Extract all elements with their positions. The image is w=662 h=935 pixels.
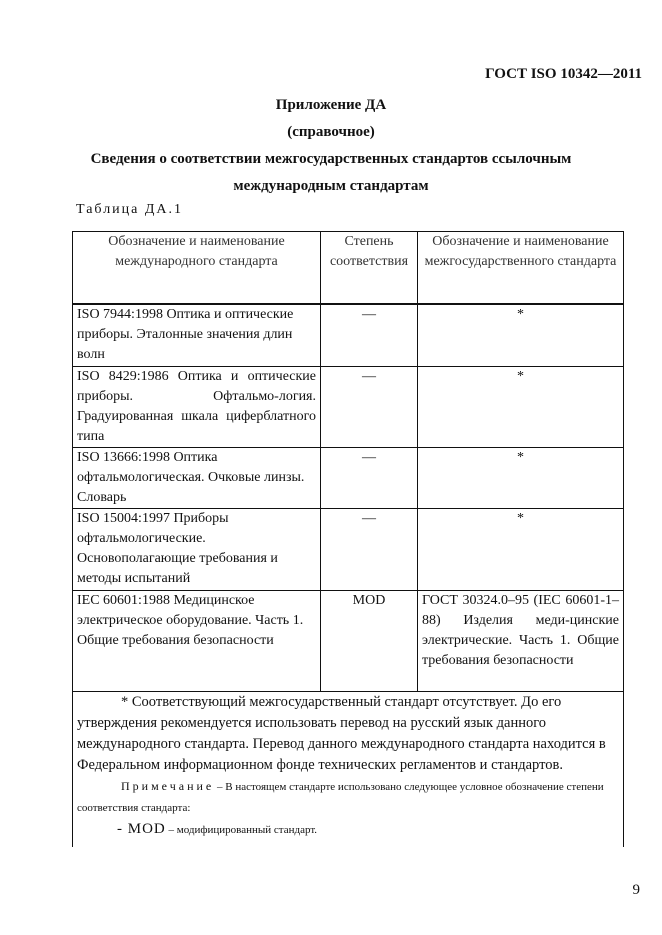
intl-standard-cell: ISO 15004:1997 Приборы офтальмологические. Основополагающие требования и методы испытаний (73, 509, 321, 591)
note-item-code: - MOD (117, 821, 166, 837)
note-label: Примечание (121, 779, 215, 793)
note-text: – В настоящем стандарте использовано следующее условное обозначение степени соответствия стандарта: (77, 781, 604, 814)
note (77, 776, 619, 819)
table-row (73, 448, 624, 509)
degree-cell: MOD (321, 591, 418, 692)
column-header: Степень соответствия (321, 232, 418, 304)
degree-cell: — (321, 367, 418, 448)
table-row (73, 304, 624, 367)
correspondence-table (72, 231, 624, 847)
table-notes-row (73, 692, 624, 848)
interstate-cell: * (418, 509, 624, 591)
table-label: Таблица ДА.1 (76, 202, 184, 217)
appendix-title: Приложение ДА (275, 97, 387, 113)
appendix-kind: (справочное) (287, 124, 375, 140)
appendix-heading-line1: Сведения о соответствии межгосударственных стандартов ссылочным (90, 151, 572, 167)
interstate-cell: ГОСТ 30324.0–95 (IEC 60601-1–88) Изделия меди-цинские электрические. Часть 1. Общие требования безопасности (418, 591, 624, 692)
column-header: Обозначение и наименование межгосударственного стандарта (418, 232, 624, 304)
note-item-text: – модифицированный стандарт. (165, 824, 318, 836)
interstate-cell: * (418, 448, 624, 509)
intl-standard-cell: ISO 13666:1998 Оптика офтальмологическая. Очковые линзы. Словарь (73, 448, 321, 509)
note-item (77, 819, 619, 841)
column-header: Обозначение и наименование международного стандарта (73, 232, 321, 304)
document-id: ГОСТ ISO 10342—2011 (485, 66, 642, 82)
interstate-cell: * (418, 304, 624, 367)
degree-cell: — (321, 509, 418, 591)
table-header-row (73, 232, 624, 304)
intl-standard-cell: ISO 8429:1986 Оптика и оптические приборы. Офтальмо-логия. Градуированная шкала циферблатного типа (73, 367, 321, 448)
intl-standard-cell: ISO 7944:1998 Оптика и оптические приборы. Эталонные значения длин волн (73, 304, 321, 367)
interstate-cell: * (418, 367, 624, 448)
intl-standard-cell: IEC 60601:1988 Медицинское электрическое оборудование. Часть 1. Общие требования безопасности (73, 591, 321, 692)
table-row (73, 591, 624, 692)
table-row (73, 367, 624, 448)
footnote: * Соответствующий межгосударственный стандарт отсутствует. До его утверждения рекомендуется использовать перевод на русский язык данного международного стандарта. Перевод данного международного стандарта находится в Федеральном информационном фонде технических регламентов и стандартов. (77, 694, 606, 773)
appendix-heading-line2: международным стандартам (233, 178, 429, 194)
table-row (73, 509, 624, 591)
degree-cell: — (321, 448, 418, 509)
degree-cell: — (321, 304, 418, 367)
page-number: 9 (632, 882, 640, 898)
